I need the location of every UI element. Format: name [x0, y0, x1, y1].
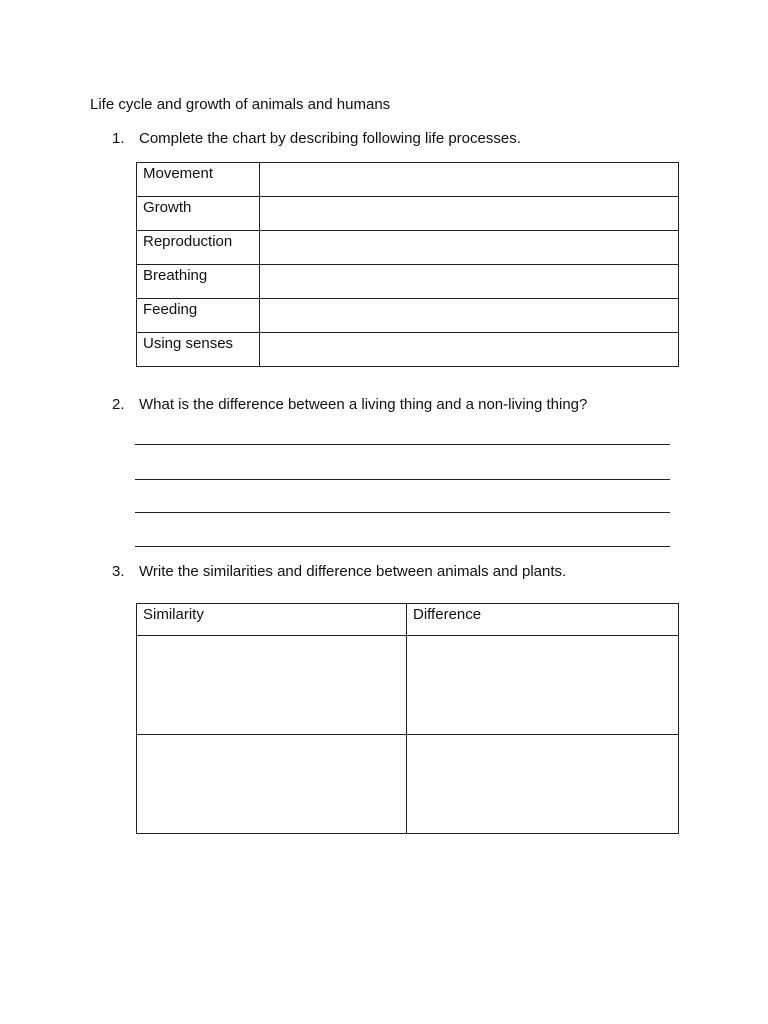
worksheet-title: Life cycle and growth of animals and humans — [90, 96, 391, 113]
table-row — [137, 333, 679, 367]
process-label: Breathing — [137, 265, 260, 299]
difference-answer-cell[interactable] — [407, 735, 679, 834]
question-text: What is the difference between a living thing and a non-living thing? — [139, 396, 588, 413]
question-number: 2. — [112, 396, 125, 413]
table-row — [137, 265, 679, 299]
process-label: Feeding — [137, 299, 260, 333]
table-row — [137, 197, 679, 231]
table-row — [137, 299, 679, 333]
process-label: Reproduction — [137, 231, 260, 265]
life-processes-table — [136, 162, 679, 367]
table-row — [137, 735, 679, 834]
similarity-answer-cell[interactable] — [137, 636, 407, 735]
answer-cell[interactable] — [260, 163, 679, 197]
answer-cell[interactable] — [260, 299, 679, 333]
answer-cell[interactable] — [260, 333, 679, 367]
process-label: Using senses — [137, 333, 260, 367]
process-label: Movement — [137, 163, 260, 197]
table-row — [137, 636, 679, 735]
question-3 — [112, 562, 566, 582]
table-header-row — [137, 604, 679, 636]
answer-line[interactable] — [135, 444, 670, 445]
similarity-answer-cell[interactable] — [137, 735, 407, 834]
question-text: Write the similarities and difference between animals and plants. — [139, 563, 567, 580]
question-number: 3. — [112, 563, 125, 580]
table-row — [137, 231, 679, 265]
answer-line[interactable] — [135, 479, 670, 480]
process-label: Growth — [137, 197, 260, 231]
answer-cell[interactable] — [260, 197, 679, 231]
difference-header: Difference — [407, 604, 679, 636]
answer-line[interactable] — [135, 546, 670, 547]
question-number: 1. — [112, 130, 125, 147]
question-text: Complete the chart by describing following life processes. — [139, 130, 521, 147]
answer-cell[interactable] — [260, 231, 679, 265]
difference-answer-cell[interactable] — [407, 636, 679, 735]
answer-cell[interactable] — [260, 265, 679, 299]
similarity-difference-table — [136, 603, 679, 834]
answer-line[interactable] — [135, 512, 670, 513]
question-1 — [112, 129, 521, 149]
table-row — [137, 163, 679, 197]
similarity-header: Similarity — [137, 604, 407, 636]
question-2 — [112, 395, 587, 415]
